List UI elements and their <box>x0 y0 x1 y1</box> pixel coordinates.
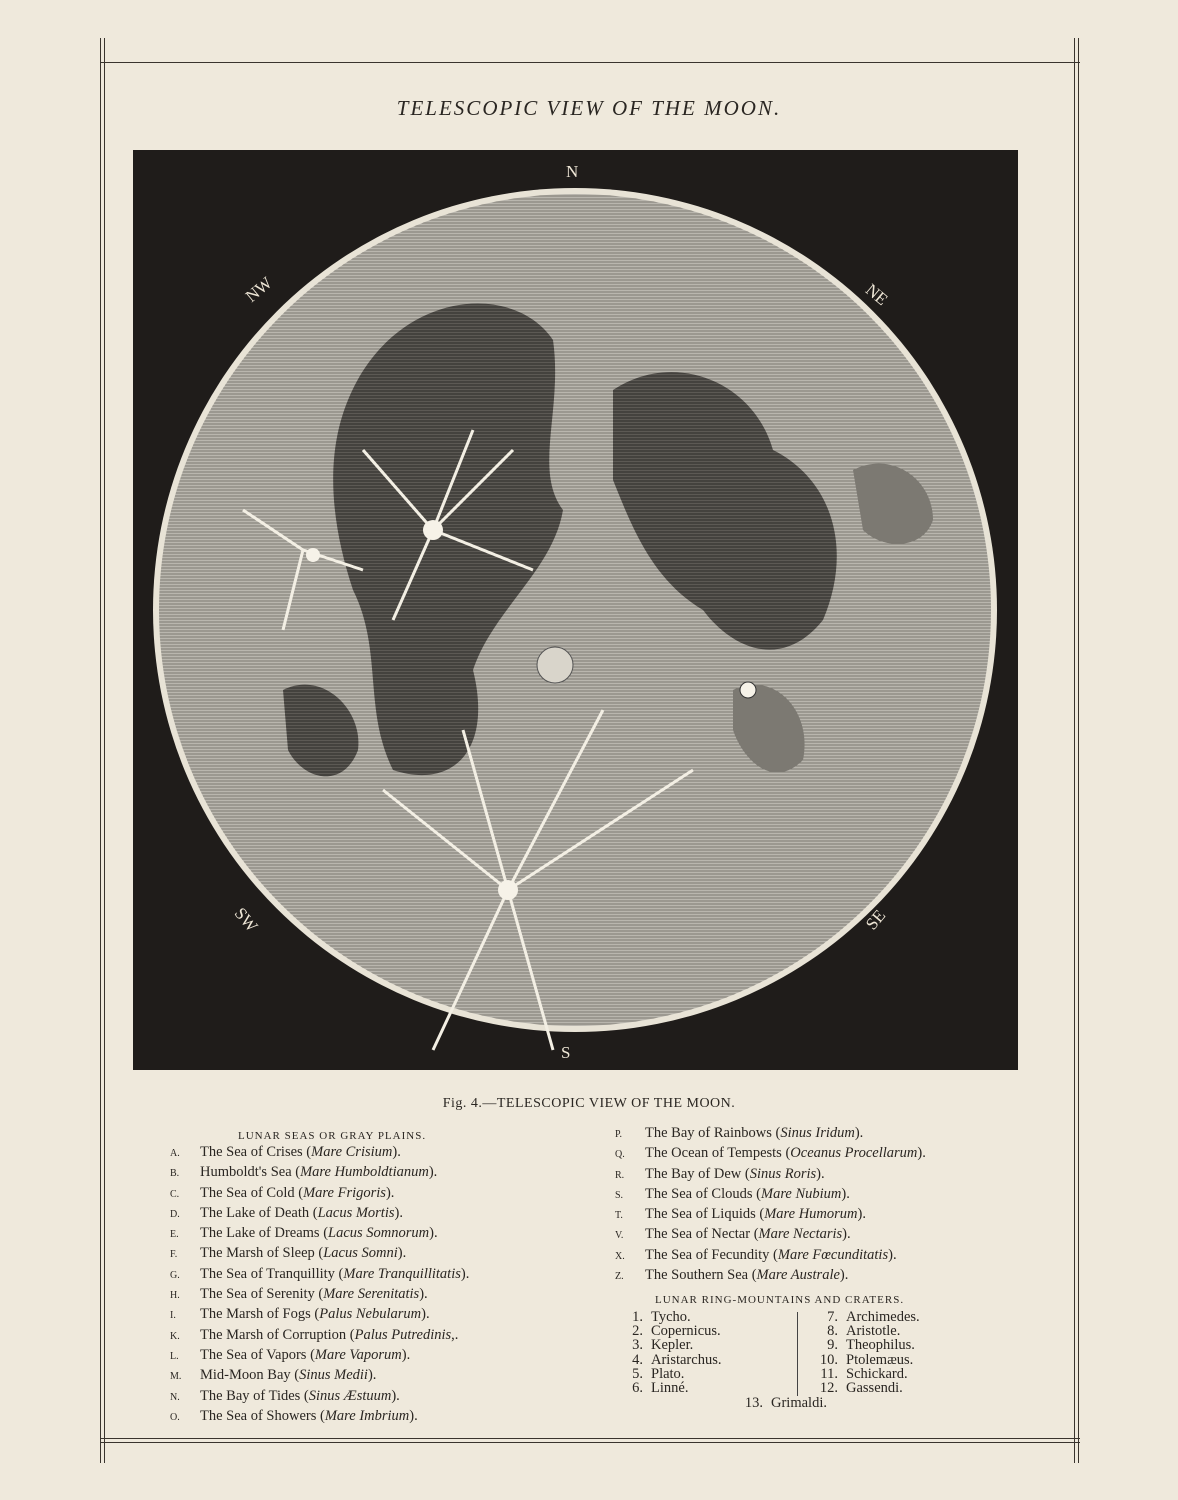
crater-tycho <box>498 880 518 900</box>
frame-line-left <box>100 38 101 1463</box>
seas-list-left <box>170 1143 469 1427</box>
compass-n: N <box>566 162 579 181</box>
sea-name: The Marsh of Fogs ( <box>200 1306 320 1323</box>
sea-end: ). <box>401 1346 411 1363</box>
crater-name: Linné. <box>651 1380 689 1397</box>
sea-key: B. <box>170 1168 180 1180</box>
sea-entry <box>170 1204 469 1224</box>
sea-entry <box>170 1346 469 1366</box>
crater-entry <box>617 1338 721 1352</box>
sea-latin-name: Sinus Medii <box>299 1367 368 1384</box>
crater-number: 8. <box>827 1323 838 1340</box>
sea-end: ). <box>429 1225 438 1242</box>
sea-latin-name: Mare Humboldtianum <box>300 1164 429 1181</box>
sea-key: F. <box>170 1249 178 1261</box>
compass-sw: SW <box>230 903 262 936</box>
sea-entry <box>170 1265 469 1285</box>
sea-entry <box>170 1326 469 1346</box>
sea-entry <box>170 1143 469 1163</box>
sea-latin-name: Mare Frigoris <box>303 1184 386 1201</box>
sea-latin-name: Mare Serenitatis <box>323 1286 420 1303</box>
sea-name: The Sea of Nectar ( <box>645 1226 759 1243</box>
sea-key: X. <box>615 1250 625 1262</box>
sea-end: ). <box>392 1144 401 1160</box>
sea-key: M. <box>170 1371 182 1383</box>
sea-key: K. <box>170 1330 180 1342</box>
crater-name: Plato. <box>651 1365 685 1382</box>
craters-heading: LUNAR RING-MOUNTAINS AND CRATERS. <box>655 1294 905 1306</box>
sea-latin-name: Mare Crisium <box>311 1144 393 1160</box>
frame-line-bottom <box>100 1438 1080 1439</box>
crater-entry <box>812 1324 920 1338</box>
sea-entry <box>615 1205 926 1225</box>
compass-s: S <box>561 1043 571 1062</box>
sea-end: ). <box>888 1246 897 1263</box>
sea-end: ). <box>385 1184 395 1201</box>
sea-end: ). <box>394 1204 403 1221</box>
sea-entry <box>170 1184 469 1204</box>
sea-key: D. <box>170 1208 180 1220</box>
sea-name: The Lake of Dreams ( <box>200 1225 329 1242</box>
sea-latin-name: Palus Nebularum <box>319 1306 422 1323</box>
sea-name: The Southern Sea ( <box>645 1267 757 1284</box>
sea-name: The Bay of Dew ( <box>645 1165 750 1182</box>
crater-name: Kepler. <box>651 1337 694 1354</box>
crater-number: 2. <box>632 1323 643 1340</box>
crater-number: 7. <box>827 1309 838 1325</box>
crater-entry <box>617 1324 721 1338</box>
sea-entry <box>170 1224 469 1244</box>
sea-key: N. <box>170 1391 180 1403</box>
sea-entry <box>615 1144 926 1164</box>
sea-key: R. <box>615 1169 625 1181</box>
sea-end: ). <box>397 1245 407 1262</box>
sea-name: The Sea of Liquids ( <box>645 1206 765 1223</box>
sea-key: H. <box>170 1290 180 1302</box>
sea-name: The Ocean of Tempests ( <box>645 1145 791 1162</box>
crater-entry <box>812 1367 920 1381</box>
compass-se: SE <box>861 905 890 934</box>
sea-key: T. <box>615 1210 623 1222</box>
sea-entry <box>170 1407 469 1427</box>
frame-line-bottom-inner <box>100 1442 1080 1443</box>
sea-entry <box>615 1225 926 1245</box>
sea-latin-name: Mare Fœcunditatis <box>777 1246 889 1263</box>
sea-name: The Marsh of Corruption ( <box>200 1326 355 1343</box>
crater-entry <box>812 1338 920 1352</box>
crater-name: Ptolemæus. <box>846 1351 914 1368</box>
crater-number: 13. <box>744 1395 763 1411</box>
crater-number: 6. <box>632 1380 643 1397</box>
sea-end: ). <box>428 1164 438 1181</box>
sea-name: The Bay of Rainbows ( <box>645 1125 781 1141</box>
sea-entry <box>170 1305 469 1325</box>
sea-latin-name: Mare Australe <box>756 1267 840 1284</box>
sea-key: L. <box>170 1350 179 1362</box>
sea-name: The Marsh of Sleep ( <box>200 1245 324 1262</box>
sea-latin-name: Palus Putredinis <box>354 1326 452 1343</box>
sea-key: Q. <box>615 1149 625 1161</box>
sea-latin-name: Mare Nubium <box>760 1185 842 1202</box>
sea-name: The Sea of Showers ( <box>200 1407 325 1424</box>
sea-entry <box>615 1266 926 1286</box>
sea-entry <box>615 1165 926 1185</box>
sea-key: O. <box>170 1411 180 1423</box>
sea-name: The Sea of Cold ( <box>200 1184 304 1201</box>
sea-key: E. <box>170 1229 179 1241</box>
sea-end: ). <box>854 1125 864 1141</box>
sea-end: ). <box>421 1306 430 1323</box>
moon-disc <box>159 194 991 1026</box>
sea-key: Z. <box>615 1271 624 1283</box>
crater-entry <box>617 1310 721 1324</box>
compass-nw: NW <box>241 273 276 306</box>
sea-end: ). <box>841 1185 850 1202</box>
crater-entry <box>812 1381 920 1395</box>
sea-latin-name: Sinus Roris <box>749 1165 817 1182</box>
frame-line-right <box>1078 38 1079 1463</box>
sea-name: The Sea of Crises ( <box>200 1144 312 1160</box>
crater-entry <box>617 1367 721 1381</box>
sea-end: ). <box>391 1387 400 1404</box>
sea-latin-name: Mare Imbrium <box>324 1407 410 1424</box>
sea-latin-name: Oceanus Procellarum <box>790 1145 918 1162</box>
crater-number: 11. <box>820 1365 838 1382</box>
crater-name: Grimaldi. <box>771 1395 827 1411</box>
figure-caption: Fig. 4.—TELESCOPIC VIEW OF THE MOON. <box>442 1096 736 1111</box>
sea-latin-name: Mare Nectaris <box>758 1226 843 1243</box>
crater-name: Theophilus. <box>846 1337 915 1354</box>
sea-end: ,. <box>451 1326 459 1343</box>
sea-end: ). <box>460 1265 470 1282</box>
sea-name: The Bay of Tides ( <box>200 1387 309 1404</box>
sea-key: A. <box>170 1148 180 1159</box>
frame-line-right-inner <box>1074 38 1075 1463</box>
crater-ptolemaeus <box>537 647 573 683</box>
sea-entry <box>615 1124 926 1144</box>
crater-theophilus <box>740 682 756 698</box>
frame-line-left-inner <box>104 38 105 1463</box>
moon-plate <box>133 150 1018 1070</box>
sea-name: Mid-Moon Bay ( <box>200 1367 300 1384</box>
sea-latin-name: Mare Humorum <box>764 1206 858 1223</box>
sea-latin-name: Lacus Somni <box>323 1245 398 1262</box>
sea-key: C. <box>170 1188 180 1200</box>
sea-end: ). <box>842 1226 851 1243</box>
crater-number: 5. <box>632 1365 643 1382</box>
crater-number: 1. <box>632 1309 643 1325</box>
sea-end: ). <box>367 1367 377 1384</box>
sea-end: ). <box>917 1145 926 1162</box>
sea-latin-name: Mare Tranquillitatis <box>343 1265 461 1282</box>
crater-name: Copernicus. <box>651 1323 721 1340</box>
sea-entry <box>170 1387 469 1407</box>
sea-name: The Sea of Serenity ( <box>200 1286 324 1303</box>
sea-entry <box>170 1244 469 1264</box>
sea-end: ). <box>816 1165 825 1182</box>
crater-number: 10. <box>819 1351 838 1368</box>
crater-name: Schickard. <box>846 1365 908 1382</box>
crater-entry <box>812 1310 920 1324</box>
sea-name: The Sea of Tranquillity ( <box>200 1265 344 1282</box>
crater-name: Aristarchus. <box>651 1351 722 1368</box>
sea-entry <box>615 1185 926 1205</box>
sea-key: S. <box>615 1189 624 1201</box>
sea-entry <box>170 1366 469 1386</box>
sea-end: ). <box>857 1206 866 1223</box>
page-title: TELESCOPIC VIEW OF THE MOON. <box>396 96 782 120</box>
seas-list-right <box>615 1124 926 1286</box>
sea-key: G. <box>170 1269 180 1281</box>
crater-entry <box>812 1353 920 1367</box>
sea-name: The Sea of Fecundity ( <box>645 1246 778 1263</box>
sea-latin-name: Lacus Somnorum <box>328 1225 430 1242</box>
crater-name: Gassendi. <box>846 1380 903 1397</box>
sea-key: I. <box>170 1310 176 1322</box>
crater-entry <box>617 1353 721 1367</box>
sea-entry <box>170 1285 469 1305</box>
crater-entry <box>737 1396 827 1410</box>
frame-line-top <box>100 62 1080 63</box>
sea-latin-name: Lacus Mortis <box>317 1204 395 1221</box>
sea-entry <box>170 1163 469 1183</box>
crater-name: Archimedes. <box>846 1309 920 1325</box>
crater-name: Tycho. <box>651 1309 691 1325</box>
compass-ne: NE <box>861 280 892 310</box>
sea-end: ). <box>409 1407 418 1424</box>
sea-name: Humboldt's Sea ( <box>200 1164 301 1181</box>
seas-heading: LUNAR SEAS OR GRAY PLAINS. <box>238 1130 427 1142</box>
crater-name: Aristotle. <box>846 1323 901 1340</box>
crater-number: 12. <box>819 1380 838 1397</box>
crater-entry <box>617 1381 721 1395</box>
sea-key: V. <box>615 1230 624 1242</box>
crater-number: 9. <box>827 1337 838 1354</box>
sea-end: ). <box>839 1267 849 1284</box>
sea-name: The Sea of Vapors ( <box>200 1346 315 1363</box>
sea-name: The Sea of Clouds ( <box>645 1185 761 1202</box>
crater-kepler <box>306 548 320 562</box>
sea-entry <box>615 1246 926 1266</box>
sea-latin-name: Sinus Iridum <box>780 1125 855 1141</box>
sea-latin-name: Mare Vaporum <box>314 1346 402 1363</box>
craters-divider <box>797 1312 798 1396</box>
crater-copernicus <box>423 520 443 540</box>
crater-number: 3. <box>632 1337 643 1354</box>
crater-number: 4. <box>632 1351 643 1368</box>
sea-end: ). <box>419 1286 428 1303</box>
sea-name: The Lake of Death ( <box>200 1204 318 1221</box>
sea-key: P. <box>615 1129 622 1140</box>
sea-latin-name: Sinus Æstuum <box>308 1387 392 1404</box>
